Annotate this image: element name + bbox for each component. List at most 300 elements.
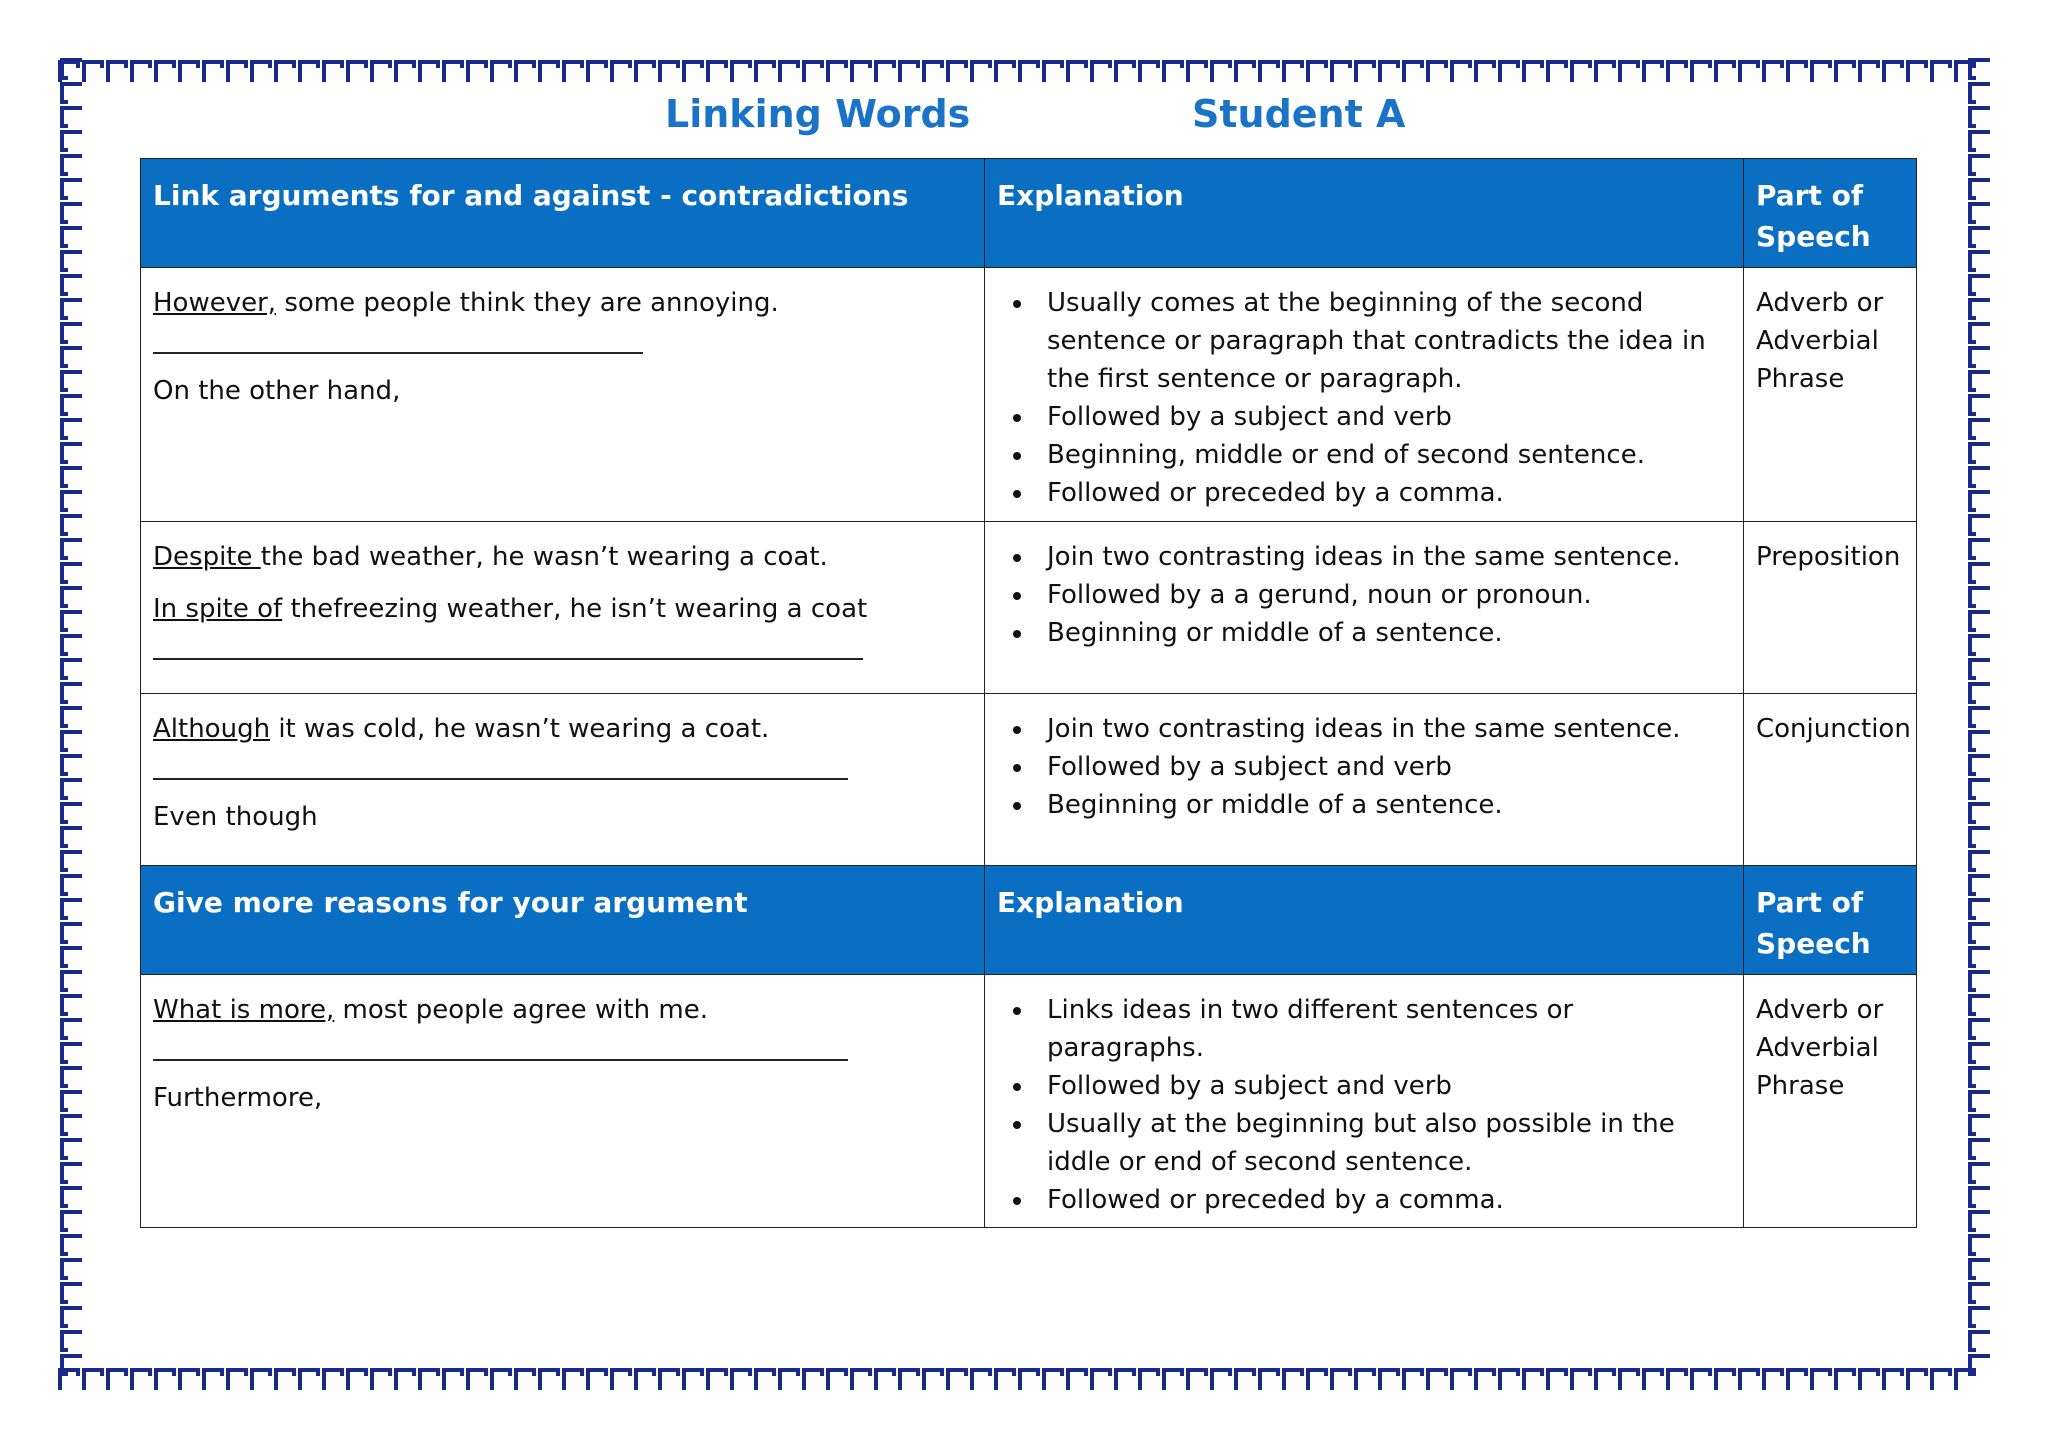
border-motif — [996, 62, 1014, 82]
border-motif — [1716, 62, 1734, 82]
border-motif — [684, 1370, 702, 1390]
border-bottom — [58, 1366, 1994, 1394]
border-motif — [62, 1356, 82, 1374]
border-motif — [300, 62, 318, 82]
border-motif — [1572, 1370, 1590, 1390]
border-motif — [372, 1370, 390, 1390]
border-motif — [756, 1370, 774, 1390]
explanation-item: • Followed by a a gerund, noun or pronoun. — [1035, 576, 1733, 614]
border-motif — [324, 1370, 342, 1390]
example-cell — [141, 268, 985, 522]
border-motif — [1860, 1370, 1878, 1390]
border-motif — [972, 1370, 990, 1390]
border-motif — [1404, 62, 1422, 82]
border-motif — [1812, 62, 1830, 82]
border-motif — [1140, 62, 1158, 82]
border-motif — [156, 1370, 174, 1390]
border-motif — [1764, 1370, 1782, 1390]
border-motif — [62, 588, 82, 606]
border-motif — [1836, 1370, 1854, 1390]
table-row — [141, 694, 1917, 866]
border-motif — [1970, 1116, 1990, 1134]
border-motif — [612, 62, 630, 82]
border-motif — [180, 62, 198, 82]
border-motif — [348, 1370, 366, 1390]
border-motif — [1970, 780, 1990, 798]
border-motif — [1812, 1370, 1830, 1390]
border-motif — [876, 62, 894, 82]
border-motif — [62, 372, 82, 390]
explanation-item: • Followed or preceded by a comma. — [1035, 474, 1733, 512]
border-motif — [1970, 156, 1990, 174]
border-motif — [62, 276, 82, 294]
border-motif — [62, 1332, 82, 1350]
linking-word: Despite — [153, 542, 261, 572]
border-motif — [1044, 1370, 1062, 1390]
border-motif — [468, 62, 486, 82]
border-motif — [1970, 732, 1990, 750]
border-motif — [62, 660, 82, 678]
explanation-item: • Usually comes at the beginning of the second sentence or paragraph that contradicts the idea in the first sentence or paragraph. — [1035, 284, 1733, 398]
section-header-row — [141, 866, 1917, 975]
explanation-cell — [985, 268, 1744, 522]
part-of-speech-cell: Adverb or Adverbial Phrase — [1744, 975, 1917, 1228]
border-motif — [1284, 1370, 1302, 1390]
border-motif — [62, 1044, 82, 1062]
border-motif — [1970, 612, 1990, 630]
border-motif — [1970, 1212, 1990, 1230]
border-motif — [1970, 588, 1990, 606]
border-motif — [62, 204, 82, 222]
border-motif — [444, 1370, 462, 1390]
border-motif — [62, 564, 82, 582]
border-motif — [1308, 62, 1326, 82]
border-motif — [62, 1308, 82, 1326]
explanation-item: • Join two contrasting ideas in the same sentence. — [1035, 538, 1733, 576]
border-motif — [852, 1370, 870, 1390]
border-motif — [924, 1370, 942, 1390]
explanation-item: • Join two contrasting ideas in the same sentence. — [1035, 710, 1733, 748]
border-motif — [1716, 1370, 1734, 1390]
border-motif — [1970, 300, 1990, 318]
linking-word: Although — [153, 714, 271, 744]
border-motif — [1908, 1370, 1926, 1390]
border-motif — [1452, 62, 1470, 82]
explanation-list — [995, 991, 1733, 1219]
explanation-item: • Followed by a subject and verb — [1035, 748, 1733, 786]
border-motif — [756, 62, 774, 82]
border-motif — [62, 396, 82, 414]
border-motif — [62, 780, 82, 798]
border-motif — [1970, 1044, 1990, 1062]
border-motif — [1116, 62, 1134, 82]
explanation-item: • Followed by a subject and verb — [1035, 398, 1733, 436]
border-motif — [62, 300, 82, 318]
border-motif — [420, 1370, 438, 1390]
explanation-item: • Followed by a subject and verb — [1035, 1067, 1733, 1105]
border-motif — [62, 1116, 82, 1134]
border-motif — [1188, 62, 1206, 82]
border-motif — [804, 62, 822, 82]
border-motif — [204, 1370, 222, 1390]
border-motif — [876, 1370, 894, 1390]
border-motif — [900, 62, 918, 82]
table-row — [141, 268, 1917, 522]
border-motif — [1970, 636, 1990, 654]
border-motif — [1260, 62, 1278, 82]
border-motif — [1476, 62, 1494, 82]
border-motif — [1644, 1370, 1662, 1390]
border-motif — [972, 62, 990, 82]
border-motif — [1970, 804, 1990, 822]
border-motif — [516, 1370, 534, 1390]
linking-words-table — [140, 158, 1917, 1228]
border-motif — [62, 444, 82, 462]
border-motif — [1970, 516, 1990, 534]
border-motif — [588, 1370, 606, 1390]
border-motif — [62, 1260, 82, 1278]
explanation-item: • Links ideas in two different sentences or paragraphs. — [1035, 991, 1733, 1067]
border-motif — [62, 996, 82, 1014]
border-motif — [1380, 1370, 1398, 1390]
example-sentence — [153, 710, 972, 748]
explanation-list — [995, 284, 1733, 512]
border-motif — [1212, 62, 1230, 82]
border-motif — [132, 62, 150, 82]
border-motif — [540, 62, 558, 82]
border-motif — [1308, 1370, 1326, 1390]
border-motif — [828, 1370, 846, 1390]
border-motif — [1884, 62, 1902, 82]
border-motif — [1970, 1308, 1990, 1326]
border-motif — [780, 62, 798, 82]
border-motif — [62, 1188, 82, 1206]
border-motif — [108, 1370, 126, 1390]
border-motif — [1970, 1236, 1990, 1254]
border-motif — [62, 636, 82, 654]
border-motif — [1970, 204, 1990, 222]
border-motif — [1836, 62, 1854, 82]
border-motif — [132, 1370, 150, 1390]
border-motif — [708, 62, 726, 82]
border-motif — [62, 468, 82, 486]
border-motif — [1970, 1164, 1990, 1182]
border-motif — [108, 62, 126, 82]
border-motif — [1356, 1370, 1374, 1390]
border-motif — [1356, 62, 1374, 82]
border-motif — [62, 348, 82, 366]
example-sentence — [153, 991, 972, 1029]
border-motif — [1970, 684, 1990, 702]
border-motif — [564, 1370, 582, 1390]
border-motif — [1970, 852, 1990, 870]
border-motif — [324, 62, 342, 82]
border-motif — [62, 1068, 82, 1086]
table-row — [141, 522, 1917, 694]
border-motif — [252, 62, 270, 82]
border-motif — [62, 1212, 82, 1230]
border-motif — [1164, 62, 1182, 82]
border-motif — [612, 1370, 630, 1390]
header-category: Link arguments for and against - contradictions — [141, 159, 985, 268]
border-motif — [1970, 1020, 1990, 1038]
border-motif — [1692, 1370, 1710, 1390]
border-motif — [1970, 396, 1990, 414]
border-motif — [924, 62, 942, 82]
border-motif — [1970, 372, 1990, 390]
border-motif — [660, 62, 678, 82]
part-of-speech-cell: Adverb or Adverbial Phrase — [1744, 268, 1917, 522]
border-motif — [1116, 1370, 1134, 1390]
border-motif — [62, 900, 82, 918]
border-motif — [1044, 62, 1062, 82]
border-motif — [1644, 62, 1662, 82]
header-part-of-speech: Part of Speech — [1744, 866, 1917, 975]
border-motif — [1404, 1370, 1422, 1390]
border-motif — [372, 62, 390, 82]
border-motif — [1212, 1370, 1230, 1390]
border-motif — [1092, 1370, 1110, 1390]
explanation-list — [995, 538, 1733, 652]
border-motif — [62, 252, 82, 270]
border-motif — [62, 684, 82, 702]
header-part-of-speech: Part of Speech — [1744, 159, 1917, 268]
linking-word: What is more, — [153, 995, 335, 1025]
border-motif — [780, 1370, 798, 1390]
border-motif — [1524, 1370, 1542, 1390]
explanation-item: • Beginning or middle of a sentence. — [1035, 786, 1733, 824]
border-motif — [396, 62, 414, 82]
section-header-row — [141, 159, 1917, 268]
border-motif — [252, 1370, 270, 1390]
border-motif — [1188, 1370, 1206, 1390]
border-motif — [1970, 228, 1990, 246]
border-motif — [62, 852, 82, 870]
border-motif — [1332, 62, 1350, 82]
explanation-item: • Beginning or middle of a sentence. — [1035, 614, 1733, 652]
sentence-rest: most people agree with me. — [334, 995, 708, 1025]
border-motif — [1970, 180, 1990, 198]
table-row — [141, 975, 1917, 1228]
explanation-list — [995, 710, 1733, 824]
border-top — [58, 58, 1994, 86]
border-motif — [1548, 1370, 1566, 1390]
border-motif — [1164, 1370, 1182, 1390]
example-cell — [141, 522, 985, 694]
border-motif — [1970, 276, 1990, 294]
border-motif — [1932, 62, 1950, 82]
alternative-linking-word: On the other hand, — [153, 376, 401, 406]
border-motif — [948, 1370, 966, 1390]
border-motif — [228, 62, 246, 82]
border-motif — [1668, 1370, 1686, 1390]
border-motif — [516, 62, 534, 82]
border-motif — [1620, 1370, 1638, 1390]
border-motif — [1970, 900, 1990, 918]
sentence-rest: some people think they are annoying. — [276, 288, 779, 318]
border-motif — [62, 156, 82, 174]
border-motif — [62, 612, 82, 630]
border-motif — [1970, 1284, 1990, 1302]
explanation-item: • Beginning, middle or end of second sentence. — [1035, 436, 1733, 474]
border-motif — [1970, 540, 1990, 558]
border-motif — [708, 1370, 726, 1390]
border-motif — [62, 732, 82, 750]
border-motif — [684, 62, 702, 82]
border-motif — [1284, 62, 1302, 82]
border-motif — [1140, 1370, 1158, 1390]
border-motif — [62, 1140, 82, 1158]
border-motif — [996, 1370, 1014, 1390]
fill-in-blank-line[interactable] — [153, 1059, 848, 1061]
fill-in-blank-line[interactable] — [153, 352, 643, 354]
border-motif — [1970, 1260, 1990, 1278]
border-motif — [62, 828, 82, 846]
border-motif — [1970, 1068, 1990, 1086]
border-motif — [1596, 1370, 1614, 1390]
border-motif — [1970, 492, 1990, 510]
border-motif — [62, 804, 82, 822]
border-motif — [62, 756, 82, 774]
border-motif — [228, 1370, 246, 1390]
border-motif — [62, 1236, 82, 1254]
border-motif — [1020, 62, 1038, 82]
border-motif — [420, 62, 438, 82]
sentence-rest: the bad weather, he wasn’t wearing a coat. — [260, 542, 828, 572]
title-student: Student A — [1192, 92, 1406, 136]
border-right — [1966, 58, 1994, 1394]
border-motif — [852, 62, 870, 82]
example-sentence — [153, 538, 972, 576]
explanation-item: • Usually at the beginning but also possible in the iddle or end of second sentence. — [1035, 1105, 1733, 1181]
example-cell — [141, 694, 985, 866]
border-motif — [1572, 62, 1590, 82]
title-linking-words: Linking Words — [665, 92, 971, 136]
border-motif — [1970, 444, 1990, 462]
border-motif — [636, 62, 654, 82]
border-motif — [396, 1370, 414, 1390]
border-motif — [804, 1370, 822, 1390]
border-left — [58, 58, 86, 1394]
border-motif — [62, 228, 82, 246]
border-motif — [62, 60, 82, 78]
border-motif — [1020, 1370, 1038, 1390]
example-sentence — [153, 590, 972, 628]
border-motif — [828, 62, 846, 82]
border-motif — [444, 62, 462, 82]
border-motif — [300, 1370, 318, 1390]
border-motif — [636, 1370, 654, 1390]
example-sentence — [153, 284, 972, 322]
border-motif — [1380, 62, 1398, 82]
border-motif — [1452, 1370, 1470, 1390]
border-motif — [1970, 948, 1990, 966]
border-motif — [1970, 1188, 1990, 1206]
linking-word: However, — [153, 288, 277, 318]
border-motif — [948, 62, 966, 82]
border-motif — [1860, 62, 1878, 82]
border-motif — [1068, 1370, 1086, 1390]
border-motif — [1970, 324, 1990, 342]
sentence-rest: it was cold, he wasn’t wearing a coat. — [270, 714, 770, 744]
border-motif — [1970, 252, 1990, 270]
border-motif — [492, 62, 510, 82]
sentence-rest: thefreezing weather, he isn’t wearing a coat — [282, 594, 868, 624]
border-motif — [62, 1020, 82, 1038]
border-motif — [1692, 62, 1710, 82]
border-motif — [62, 324, 82, 342]
border-motif — [1970, 996, 1990, 1014]
alternative-linking-word: Furthermore, — [153, 1083, 323, 1113]
border-motif — [1908, 62, 1926, 82]
border-motif — [1932, 1370, 1950, 1390]
border-motif — [1788, 62, 1806, 82]
border-motif — [1970, 420, 1990, 438]
part-of-speech-cell: Conjunction — [1744, 694, 1917, 866]
border-motif — [62, 1164, 82, 1182]
border-motif — [1884, 1370, 1902, 1390]
border-motif — [62, 180, 82, 198]
border-motif — [276, 1370, 294, 1390]
border-motif — [1970, 876, 1990, 894]
fill-in-blank-line[interactable] — [153, 778, 848, 780]
border-motif — [1970, 660, 1990, 678]
fill-in-blank-line[interactable] — [153, 658, 863, 660]
header-category: Give more reasons for your argument — [141, 866, 985, 975]
explanation-cell — [985, 522, 1744, 694]
border-motif — [468, 1370, 486, 1390]
border-motif — [1970, 468, 1990, 486]
border-motif — [276, 62, 294, 82]
border-motif — [1740, 1370, 1758, 1390]
border-motif — [62, 1092, 82, 1110]
explanation-cell — [985, 975, 1744, 1228]
border-motif — [1740, 62, 1758, 82]
border-motif — [348, 62, 366, 82]
linking-word: In spite of — [153, 594, 283, 624]
border-motif — [62, 540, 82, 558]
header-explanation: Explanation — [985, 159, 1744, 268]
border-motif — [1970, 564, 1990, 582]
border-motif — [492, 1370, 510, 1390]
border-motif — [62, 972, 82, 990]
border-motif — [62, 492, 82, 510]
border-motif — [62, 948, 82, 966]
border-motif — [84, 62, 102, 82]
border-motif — [1970, 924, 1990, 942]
border-motif — [62, 1284, 82, 1302]
border-motif — [1668, 62, 1686, 82]
border-motif — [1236, 62, 1254, 82]
border-motif — [1764, 62, 1782, 82]
border-motif — [1092, 62, 1110, 82]
border-motif — [1970, 348, 1990, 366]
header-explanation: Explanation — [985, 866, 1744, 975]
example-cell — [141, 975, 985, 1228]
border-motif — [156, 62, 174, 82]
border-motif — [1548, 62, 1566, 82]
border-motif — [660, 1370, 678, 1390]
border-motif — [588, 62, 606, 82]
border-motif — [1428, 62, 1446, 82]
border-motif — [1620, 62, 1638, 82]
border-motif — [732, 1370, 750, 1390]
border-motif — [1970, 60, 1990, 78]
border-motif — [1068, 62, 1086, 82]
border-motif — [1476, 1370, 1494, 1390]
border-motif — [1596, 62, 1614, 82]
border-motif — [540, 1370, 558, 1390]
